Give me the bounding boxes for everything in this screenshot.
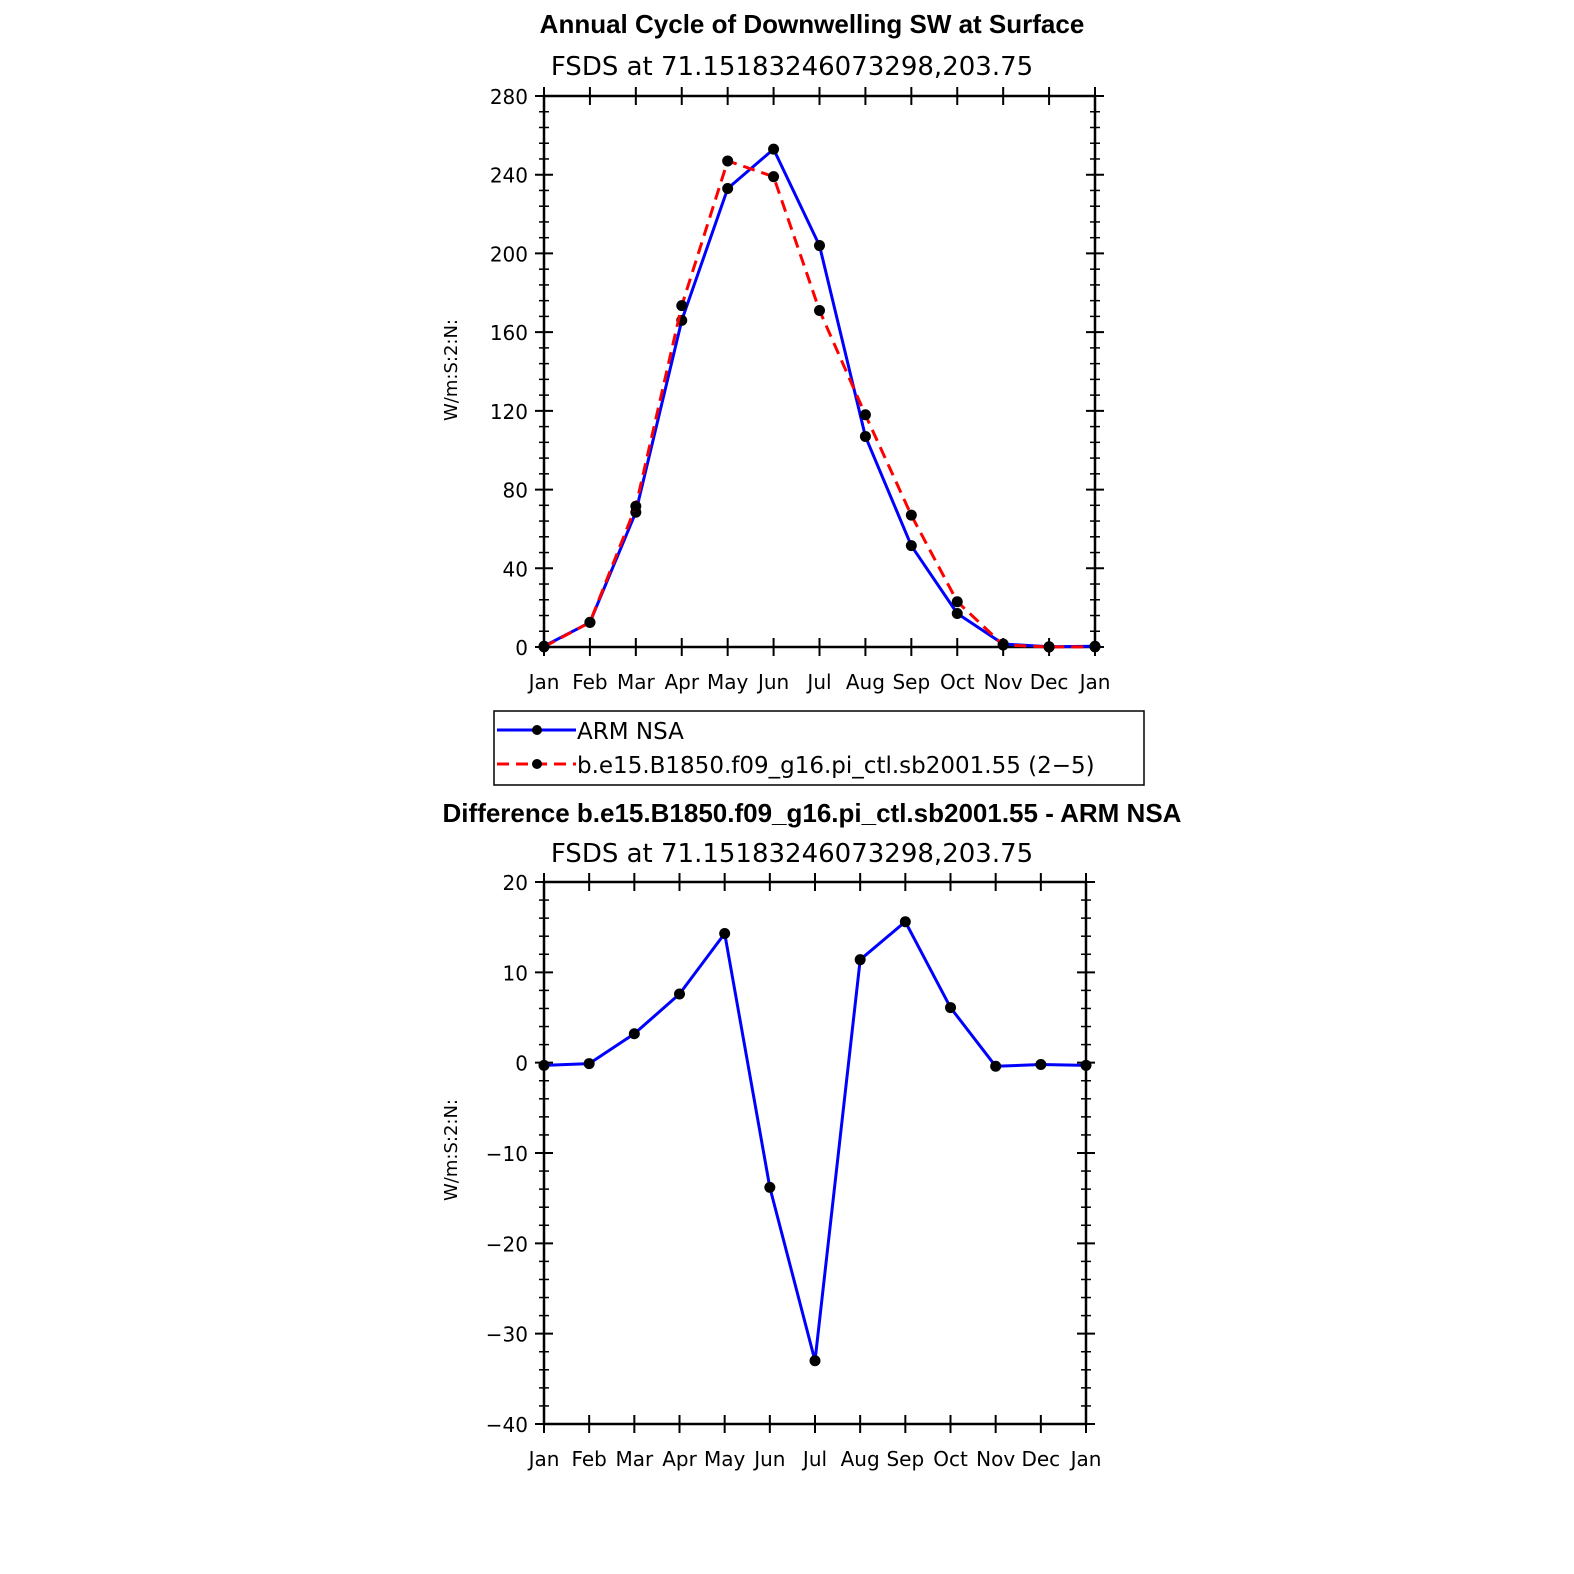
data-point	[990, 1061, 1001, 1072]
y-axis-label: W/m:S:2:N:	[441, 1099, 462, 1201]
y-tick-label: −10	[485, 1142, 528, 1166]
x-tick-label: Nov	[976, 1447, 1016, 1471]
y-tick-label: 160	[489, 321, 528, 346]
x-tick-label: Dec	[1029, 670, 1069, 694]
data-point	[764, 1182, 775, 1193]
data-point	[810, 1355, 821, 1366]
y-tick-label: 0	[515, 1051, 528, 1076]
data-point	[722, 183, 733, 194]
y-tick-label: 80	[502, 478, 528, 503]
data-point	[1044, 642, 1055, 653]
data-point	[584, 617, 595, 628]
x-tick-label: Feb	[572, 670, 608, 694]
data-point	[952, 596, 963, 607]
x-tick-label: Jan	[1070, 1447, 1102, 1471]
data-point	[860, 431, 871, 442]
x-tick-label: May	[703, 1447, 746, 1471]
data-point	[906, 510, 917, 521]
chart-subtitle: FSDS at 71.15183246073298,203.75	[550, 52, 1034, 82]
x-tick-label: Jun	[754, 1447, 786, 1471]
data-point	[539, 1060, 550, 1071]
x-tick-label: Jan	[528, 670, 560, 694]
chart-subtitle: FSDS at 71.15183246073298,203.75	[550, 839, 1034, 869]
legend-marker-arm	[532, 725, 542, 735]
data-point	[676, 300, 687, 311]
data-point	[584, 1058, 595, 1069]
x-tick-label: Nov	[983, 670, 1023, 694]
x-tick-label: Mar	[615, 1447, 654, 1471]
y-tick-label: −40	[485, 1413, 528, 1437]
data-point	[906, 540, 917, 551]
x-tick-label: Dec	[1021, 1447, 1061, 1471]
x-tick-label: Apr	[664, 670, 700, 694]
x-tick-label: Jul	[802, 1447, 828, 1471]
legend-marker-model	[532, 759, 542, 769]
x-tick-label: Sep	[892, 670, 931, 694]
data-point	[1081, 1060, 1092, 1071]
series-layer	[539, 144, 1101, 653]
axes	[486, 871, 1102, 1471]
x-tick-label: Oct	[933, 1447, 968, 1471]
annual-cycle-chart	[441, 9, 1110, 694]
y-tick-label: 200	[489, 242, 528, 267]
y-tick-label: 0	[515, 636, 528, 660]
plot-frame	[544, 96, 1095, 647]
series-line-0	[544, 922, 1086, 1361]
x-tick-label: Apr	[662, 1447, 697, 1471]
x-tick-label: Jul	[807, 670, 832, 694]
x-tick-label: May	[706, 670, 749, 694]
data-point	[768, 144, 779, 155]
x-tick-label: Feb	[571, 1447, 607, 1471]
data-point	[722, 155, 733, 166]
data-point	[768, 171, 779, 182]
y-tick-label: 280	[489, 85, 528, 109]
data-point	[814, 305, 825, 316]
y-tick-label: 40	[502, 557, 528, 582]
data-point	[900, 916, 911, 927]
data-point	[1090, 641, 1101, 652]
legend-entry-model: b.e15.B1850.f09_g16.pi_ctl.sb2001.55 (2−5)	[577, 753, 1095, 779]
y-tick-label: 240	[489, 163, 528, 188]
y-tick-label: −20	[485, 1232, 528, 1257]
x-tick-label: Jan	[1079, 670, 1111, 694]
series-layer	[539, 916, 1092, 1366]
data-point	[630, 501, 641, 512]
y-axis-label: W/m:S:2:N:	[441, 319, 462, 421]
chart-title: Annual Cycle of Downwelling SW at Surface	[539, 9, 1085, 39]
chart-title: Difference b.e15.B1850.f09_g16.pi_ctl.sb2001.55 - ARM NSA	[442, 798, 1182, 828]
data-point	[674, 989, 685, 1000]
y-tick-label: −30	[485, 1322, 528, 1347]
data-point	[860, 409, 871, 420]
data-point	[539, 641, 550, 652]
x-tick-label: Aug	[845, 670, 885, 694]
plot-frame	[544, 882, 1086, 1424]
y-tick-label: 20	[502, 871, 528, 895]
y-tick-label: 120	[489, 399, 528, 424]
data-point	[952, 608, 963, 619]
difference-chart	[441, 798, 1182, 1471]
data-point	[814, 240, 825, 251]
x-tick-label: Oct	[939, 670, 975, 694]
x-tick-label: Sep	[886, 1447, 925, 1471]
series-line-1	[544, 161, 1095, 647]
data-point	[629, 1028, 640, 1039]
data-point	[719, 928, 730, 939]
data-point	[855, 954, 866, 965]
x-tick-label: Aug	[840, 1447, 880, 1471]
x-tick-label: Jan	[528, 1447, 560, 1471]
data-point	[945, 1002, 956, 1013]
x-tick-label: Mar	[616, 670, 655, 694]
data-point	[1035, 1059, 1046, 1070]
y-tick-label: 10	[502, 961, 528, 986]
series-line-0	[544, 149, 1095, 647]
legend	[494, 711, 1144, 785]
x-tick-label: Jun	[757, 670, 790, 694]
data-point	[998, 640, 1009, 651]
axes	[490, 85, 1111, 694]
legend-entry-arm: ARM NSA	[577, 719, 684, 745]
